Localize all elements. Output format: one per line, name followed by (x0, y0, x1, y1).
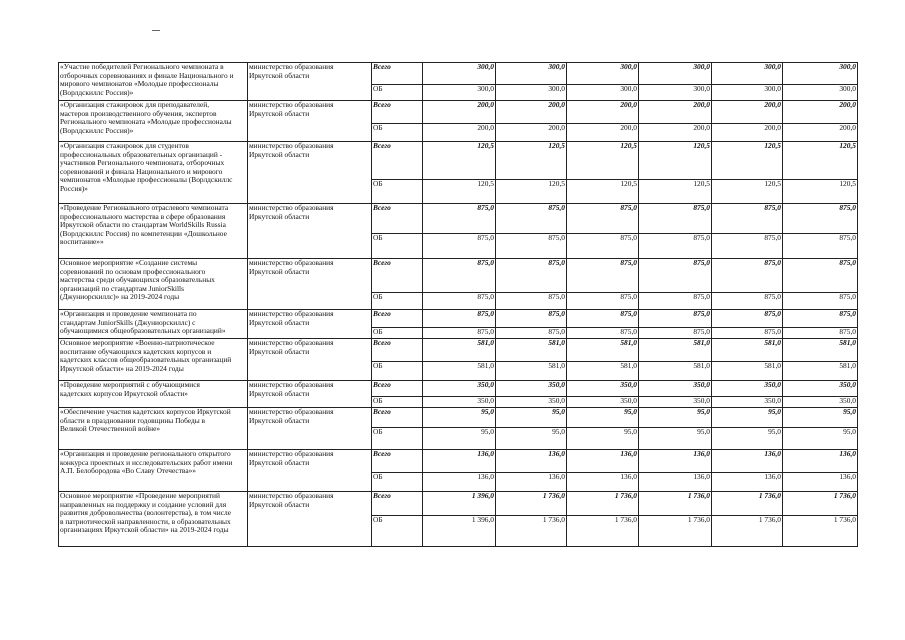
table-body (59, 63, 858, 547)
regional-amount-cell: 875,0 (783, 293, 858, 310)
total-amount-cell: 350,0 (783, 381, 858, 397)
total-amount-cell: 581,0 (639, 339, 712, 362)
regional-amount-cell: 95,0 (783, 428, 858, 450)
total-amount-cell: 581,0 (567, 339, 639, 362)
regional-amount-cell: 95,0 (567, 428, 639, 450)
regional-amount-cell: 350,0 (712, 397, 783, 408)
regional-amount-cell: 95,0 (496, 428, 567, 450)
regional-amount-cell: 581,0 (639, 362, 712, 381)
table-row (59, 339, 858, 362)
funding-source-regional: ОБ (372, 397, 423, 408)
regional-amount-cell: 875,0 (639, 328, 712, 339)
total-amount-cell: 1 736,0 (639, 492, 712, 516)
funding-source-total: Всего (372, 63, 423, 85)
total-amount-cell: 581,0 (423, 339, 496, 362)
regional-amount-cell: 120,5 (712, 180, 783, 204)
total-amount-cell: 875,0 (496, 204, 567, 234)
total-amount-cell: 300,0 (712, 63, 783, 85)
regional-amount-cell: 136,0 (496, 473, 567, 492)
total-amount-cell: 350,0 (496, 381, 567, 397)
funding-source-total: Всего (372, 450, 423, 473)
regional-amount-cell: 1 736,0 (496, 516, 567, 547)
total-amount-cell: 875,0 (567, 204, 639, 234)
total-amount-cell: 1 736,0 (712, 492, 783, 516)
responsible-executor: министерство образования Иркутской области (248, 310, 372, 339)
regional-amount-cell: 1 396,0 (423, 516, 496, 547)
funding-source-regional: ОБ (372, 328, 423, 339)
responsible-executor: министерство образования Иркутской области (248, 339, 372, 381)
funding-source-regional: ОБ (372, 428, 423, 450)
activity-description: Основное мероприятие «Военно-патриотическое воспитание обучающихся кадетских корпусов и кадетских классов общеобразовательных организаций Иркутской области» на 2019-2024 годы (59, 339, 248, 381)
regional-amount-cell: 120,5 (567, 180, 639, 204)
regional-amount-cell: 95,0 (423, 428, 496, 450)
regional-amount-cell: 350,0 (639, 397, 712, 408)
regional-amount-cell: 300,0 (639, 85, 712, 101)
budget-table (58, 62, 858, 547)
regional-amount-cell: 136,0 (567, 473, 639, 492)
activity-description: Основное мероприятие «Проведение мероприятий направленных на поддержку и создание условий для развития добровольчества (волонтерства), в том числе в патриотической направленности, в образовательных организациях Иркутской области» на 2019-2024 годы (59, 492, 248, 547)
funding-source-regional: ОБ (372, 124, 423, 142)
activity-description: «Организация и проведение чемпионата по стандартам JuniorSkills (Джуниорскиллс) с обучающимися общеобразовательных организаций» (59, 310, 248, 339)
total-amount-cell: 95,0 (423, 408, 496, 428)
total-amount-cell: 350,0 (567, 381, 639, 397)
total-amount-cell: 875,0 (712, 259, 783, 293)
regional-amount-cell: 200,0 (567, 124, 639, 142)
regional-amount-cell: 875,0 (567, 234, 639, 259)
regional-amount-cell: 350,0 (567, 397, 639, 408)
table-row (59, 408, 858, 428)
regional-amount-cell: 120,5 (783, 180, 858, 204)
total-amount-cell: 120,5 (496, 142, 567, 180)
total-amount-cell: 875,0 (496, 259, 567, 293)
funding-source-total: Всего (372, 204, 423, 234)
total-amount-cell: 300,0 (783, 63, 858, 85)
total-amount-cell: 300,0 (639, 63, 712, 85)
funding-source-regional: ОБ (372, 180, 423, 204)
total-amount-cell: 200,0 (567, 101, 639, 124)
regional-amount-cell: 875,0 (423, 293, 496, 310)
regional-amount-cell: 200,0 (712, 124, 783, 142)
funding-source-regional: ОБ (372, 293, 423, 310)
total-amount-cell: 875,0 (639, 204, 712, 234)
regional-amount-cell: 581,0 (496, 362, 567, 381)
activity-description: «Проведение мероприятий с обучающимися кадетских корпусов Иркутской области» (59, 381, 248, 408)
total-amount-cell: 875,0 (639, 259, 712, 293)
responsible-executor: министерство образования Иркутской области (248, 450, 372, 492)
total-amount-cell: 875,0 (496, 310, 567, 328)
funding-source-regional: ОБ (372, 516, 423, 547)
regional-amount-cell: 200,0 (496, 124, 567, 142)
total-amount-cell: 200,0 (783, 101, 858, 124)
table-row (59, 381, 858, 397)
regional-amount-cell: 875,0 (712, 328, 783, 339)
funding-source-regional: ОБ (372, 362, 423, 381)
regional-amount-cell: 350,0 (496, 397, 567, 408)
funding-source-total: Всего (372, 492, 423, 516)
total-amount-cell: 1 396,0 (423, 492, 496, 516)
regional-amount-cell: 875,0 (567, 328, 639, 339)
regional-amount-cell: 875,0 (496, 234, 567, 259)
regional-amount-cell: 300,0 (783, 85, 858, 101)
total-amount-cell: 136,0 (712, 450, 783, 473)
total-amount-cell: 875,0 (423, 310, 496, 328)
total-amount-cell: 120,5 (567, 142, 639, 180)
activity-description: «Организация и проведение регионального открытого конкурса проектных и исследовательских работ имени А.П. Белобородова «Во Славу Отечества»» (59, 450, 248, 492)
total-amount-cell: 1 736,0 (783, 492, 858, 516)
regional-amount-cell: 875,0 (639, 234, 712, 259)
table-row (59, 101, 858, 124)
funding-source-total: Всего (372, 101, 423, 124)
funding-source-total: Всего (372, 310, 423, 328)
total-amount-cell: 581,0 (712, 339, 783, 362)
total-amount-cell: 875,0 (423, 204, 496, 234)
total-amount-cell: 875,0 (712, 310, 783, 328)
funding-source-total: Всего (372, 408, 423, 428)
total-amount-cell: 120,5 (783, 142, 858, 180)
total-amount-cell: 875,0 (423, 259, 496, 293)
total-amount-cell: 95,0 (783, 408, 858, 428)
responsible-executor: министерство образования Иркутской области (248, 408, 372, 450)
activity-description: Основное мероприятие «Создание системы соревнований по основам профессионального мастерства среди обучающихся образовательных организаций по стандартам JuniorSkills (Джуниорскиллс)» на 2019-2024 годы (59, 259, 248, 310)
funding-source-total: Всего (372, 142, 423, 180)
table-row (59, 63, 858, 85)
regional-amount-cell: 875,0 (712, 293, 783, 310)
regional-amount-cell: 875,0 (496, 293, 567, 310)
total-amount-cell: 120,5 (712, 142, 783, 180)
funding-source-total: Всего (372, 381, 423, 397)
total-amount-cell: 300,0 (567, 63, 639, 85)
total-amount-cell: 300,0 (496, 63, 567, 85)
regional-amount-cell: 875,0 (712, 234, 783, 259)
regional-amount-cell: 1 736,0 (783, 516, 858, 547)
responsible-executor: министерство образования Иркутской области (248, 492, 372, 547)
regional-amount-cell: 875,0 (783, 328, 858, 339)
funding-source-regional: ОБ (372, 234, 423, 259)
responsible-executor: министерство образования Иркутской области (248, 259, 372, 310)
total-amount-cell: 200,0 (423, 101, 496, 124)
responsible-executor: министерство образования Иркутской области (248, 142, 372, 204)
table-row (59, 450, 858, 473)
table-row (59, 310, 858, 328)
total-amount-cell: 95,0 (567, 408, 639, 428)
total-amount-cell: 875,0 (783, 310, 858, 328)
total-amount-cell: 300,0 (423, 63, 496, 85)
regional-amount-cell: 300,0 (567, 85, 639, 101)
regional-amount-cell: 1 736,0 (639, 516, 712, 547)
funding-source-total: Всего (372, 339, 423, 362)
activity-description: «Участие победителей Регионального чемпионата в отборочных соревнованиях и финале Национального и мирового чемпионатов «Молодые профессионалы (Ворлдскиллс Россия)» (59, 63, 248, 101)
regional-amount-cell: 581,0 (567, 362, 639, 381)
activity-description: «Организация стажировок для преподавателей, мастеров производственного обучения, экспертов Регионального чемпионата «Молодые профессионалы (Ворлдскиллс Россия)» (59, 101, 248, 142)
total-amount-cell: 95,0 (639, 408, 712, 428)
regional-amount-cell: 136,0 (712, 473, 783, 492)
regional-amount-cell: 95,0 (639, 428, 712, 450)
regional-amount-cell: 581,0 (423, 362, 496, 381)
activity-description: «Обеспечение участия кадетских корпусов Иркутской области в праздновании годовщины Победы в Великой Отечественной войне» (59, 408, 248, 450)
total-amount-cell: 875,0 (783, 204, 858, 234)
regional-amount-cell: 300,0 (496, 85, 567, 101)
regional-amount-cell: 136,0 (783, 473, 858, 492)
regional-amount-cell: 200,0 (783, 124, 858, 142)
regional-amount-cell: 875,0 (639, 293, 712, 310)
regional-amount-cell: 200,0 (423, 124, 496, 142)
total-amount-cell: 136,0 (783, 450, 858, 473)
regional-amount-cell: 875,0 (496, 328, 567, 339)
funding-source-regional: ОБ (372, 473, 423, 492)
responsible-executor: министерство образования Иркутской области (248, 101, 372, 142)
total-amount-cell: 875,0 (567, 310, 639, 328)
responsible-executor: министерство образования Иркутской области (248, 63, 372, 101)
total-amount-cell: 875,0 (567, 259, 639, 293)
regional-amount-cell: 875,0 (423, 234, 496, 259)
total-amount-cell: 581,0 (496, 339, 567, 362)
total-amount-cell: 350,0 (639, 381, 712, 397)
regional-amount-cell: 136,0 (639, 473, 712, 492)
total-amount-cell: 120,5 (639, 142, 712, 180)
regional-amount-cell: 120,5 (423, 180, 496, 204)
activity-description: «Проведение Регионального отраслевого чемпионата профессионального мастерства в сфере образования Иркутской области по стандартам WorldSkills Russia (Ворлдскиллс Россия) по компетенции «Дошкольное воспитание»» (59, 204, 248, 259)
total-amount-cell: 200,0 (639, 101, 712, 124)
total-amount-cell: 1 736,0 (496, 492, 567, 516)
regional-amount-cell: 120,5 (639, 180, 712, 204)
table-row (59, 204, 858, 234)
activity-description: «Организация стажировок для студентов профессиональных образовательных организаций - участников Регионального чемпионата, отборочных соревнований и финала Национального и мирового чемпионатов «Молодые профессионалы (Ворлдскиллс Россия)» (59, 142, 248, 204)
responsible-executor: министерство образования Иркутской области (248, 204, 372, 259)
total-amount-cell: 95,0 (712, 408, 783, 428)
total-amount-cell: 120,5 (423, 142, 496, 180)
regional-amount-cell: 875,0 (783, 234, 858, 259)
total-amount-cell: 1 736,0 (567, 492, 639, 516)
regional-amount-cell: 875,0 (567, 293, 639, 310)
regional-amount-cell: 581,0 (783, 362, 858, 381)
funding-source-total: Всего (372, 259, 423, 293)
total-amount-cell: 581,0 (783, 339, 858, 362)
total-amount-cell: 875,0 (783, 259, 858, 293)
total-amount-cell: 875,0 (712, 204, 783, 234)
regional-amount-cell: 350,0 (423, 397, 496, 408)
table-row (59, 492, 858, 516)
regional-amount-cell: 875,0 (423, 328, 496, 339)
total-amount-cell: 875,0 (639, 310, 712, 328)
regional-amount-cell: 300,0 (423, 85, 496, 101)
table-row (59, 142, 858, 180)
total-amount-cell: 136,0 (639, 450, 712, 473)
total-amount-cell: 136,0 (496, 450, 567, 473)
regional-amount-cell: 200,0 (639, 124, 712, 142)
total-amount-cell: 95,0 (496, 408, 567, 428)
total-amount-cell: 136,0 (567, 450, 639, 473)
regional-amount-cell: 1 736,0 (712, 516, 783, 547)
total-amount-cell: 200,0 (712, 101, 783, 124)
total-amount-cell: 350,0 (423, 381, 496, 397)
regional-amount-cell: 350,0 (783, 397, 858, 408)
regional-amount-cell: 1 736,0 (567, 516, 639, 547)
total-amount-cell: 200,0 (496, 101, 567, 124)
funding-source-regional: ОБ (372, 85, 423, 101)
page-mark (152, 30, 160, 31)
table-row (59, 259, 858, 293)
regional-amount-cell: 300,0 (712, 85, 783, 101)
total-amount-cell: 136,0 (423, 450, 496, 473)
responsible-executor: министерство образования Иркутской области (248, 381, 372, 408)
regional-amount-cell: 120,5 (496, 180, 567, 204)
regional-amount-cell: 581,0 (712, 362, 783, 381)
total-amount-cell: 350,0 (712, 381, 783, 397)
regional-amount-cell: 136,0 (423, 473, 496, 492)
regional-amount-cell: 95,0 (712, 428, 783, 450)
